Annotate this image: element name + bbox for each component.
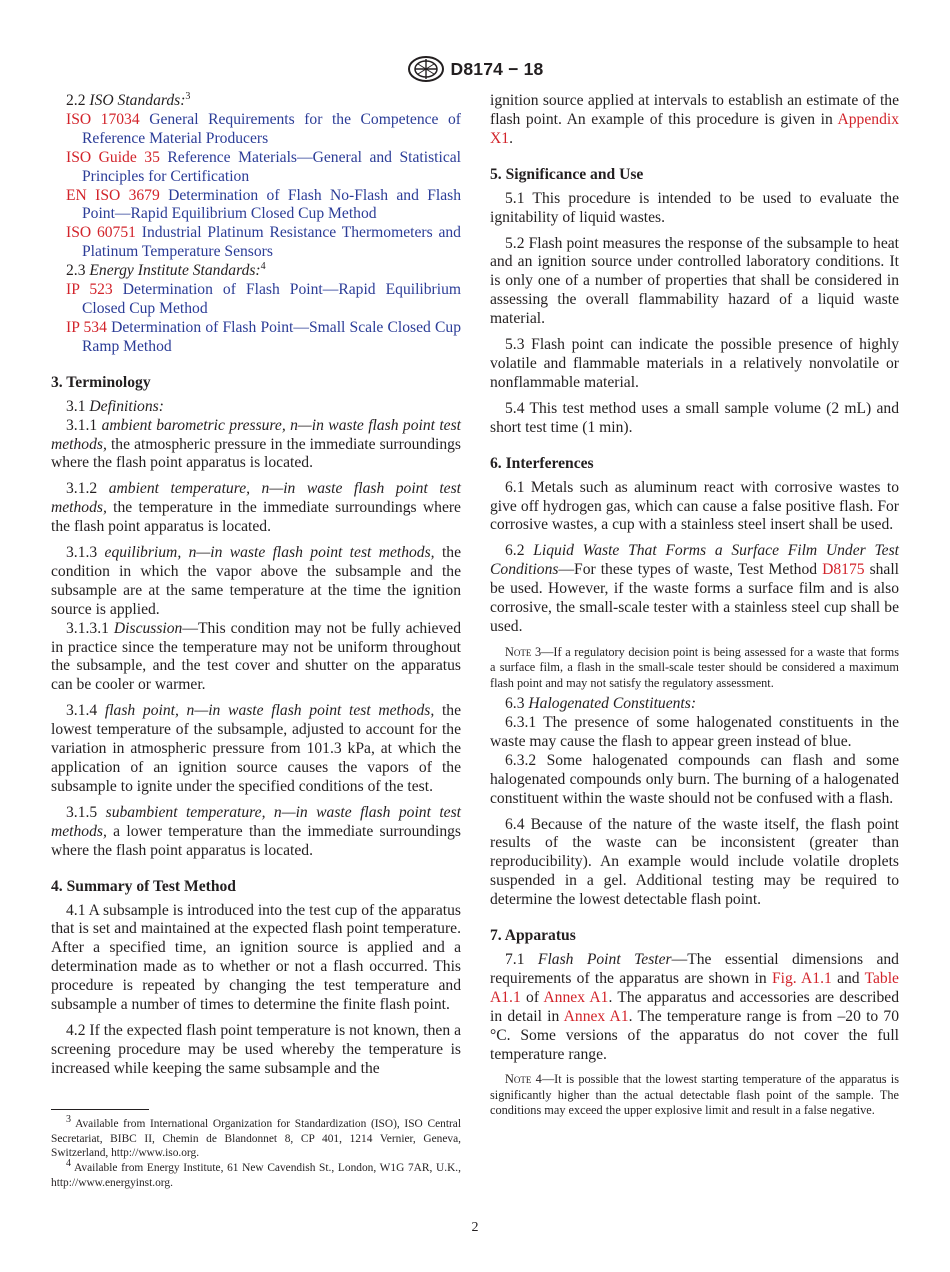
annex-a1-link[interactable]: Annex A1 <box>543 988 609 1006</box>
definition-3-1-5: 3.1.5 subambient temperature, n—in waste flash point test methods, a lower temperature than the immediate surroundings where the flash point apparatus is located. <box>51 803 461 859</box>
section-7-heading: 7. Apparatus <box>490 927 576 945</box>
paragraph-4-1: 4.1 A subsample is introduced into the test cup of the apparatus that is set and maintained at the expected flash point temperature. After a specified time, an ignition source is applied and a determination made as to whether or not a flash occurred. This procedure is repeated by changing the test temperature and subsample a number of times to determine the finite flash point. <box>51 901 461 1014</box>
section-3-1: 3.1 Definitions: <box>66 397 164 415</box>
footnote-4: $^4$ Available from Energy Institute, 61 New Cavendish St., London, W1G 7AR, U.K., http://www.energyinst.org. <box>51 1158 461 1189</box>
section-3-heading: 3. Terminology <box>51 373 151 391</box>
table-a1-1-link[interactable]: Table A1.1 <box>490 969 899 1006</box>
section-2-2-heading: 2.2 ISO Standards:$^3$ <box>66 90 191 109</box>
page-header <box>0 56 950 82</box>
right-column <box>490 92 899 1119</box>
footnote-3: $^3$ Available from International Organization for Standardization (ISO), ISO Central Secretariat, BIBC II, Chemin de Blandonnet 8, CP 401, 1214 Vernier, Geneva, Switzerland, http://www.iso.org. <box>51 1114 461 1160</box>
footnote-divider <box>51 1109 149 1110</box>
paragraph-6-3-1: 6.3.1 The presence of some halogenated constituents in the waste may cause the flash to appear green instead of blue. <box>490 713 899 750</box>
astm-logo-icon <box>407 56 445 82</box>
definition-3-1-4: 3.1.4 flash point, n—in waste flash point test methods, the lowest temperature of the subsample, adjusted to account for the variation in atmospheric pressure from 101.3 kPa, at which the application of an ignition source causes the vapors of the subsample to ignite under the specified conditions of the test. <box>51 702 462 795</box>
section-5-heading: 5. Significance and Use <box>490 165 644 183</box>
annex-a1-link-2[interactable]: Annex A1 <box>563 1007 629 1025</box>
page-number: 2 <box>471 1220 479 1235</box>
paragraph-5-3: 5.3 Flash point can indicate the possible presence of highly volatile and flammable materials in a relatively nonvolatile or nonflammable material. <box>490 336 899 391</box>
reference-en-iso-3679[interactable]: EN ISO 3679 Determination of Flash No-Flash and Flash Point—Rapid Equilibrium Closed Cup Method <box>66 186 461 223</box>
definition-3-1-2: 3.1.2 ambient temperature, n—in waste flash point test methods, the temperature in the immediate surroundings where the flash point apparatus is located. <box>51 480 461 536</box>
d8175-link[interactable]: D8175 <box>822 561 865 579</box>
section-4-heading: 4. Summary of Test Method <box>51 877 236 895</box>
section-6-heading: 6. Interferences <box>490 454 594 472</box>
paragraph-4-2-continued: ignition source applied at intervals to establish an estimate of the flash point. An example of this procedure is given in Appendix X1. <box>490 92 899 147</box>
left-column <box>51 92 461 1079</box>
paragraph-7-1: 7.1 Flash Point Tester—The essential dimensions and requirements of the apparatus are shown in Fig. A1.1 and Table A1.1 of Annex A1. The apparatus and accessories are described in detail in Annex A1. The temperature range is from –20 to 70 °C. Some versions of the apparatus do not cover the full temperature range. <box>490 951 899 1063</box>
paragraph-5-4: 5.4 This test method uses a small sample volume (2 mL) and short test time (1 min). <box>490 399 899 436</box>
paragraph-6-1: 6.1 Metals such as aluminum react with corrosive wastes to give off hydrogen gas, which can cause a false positive flash. For corrosive wastes, a cup with a stainless steel insert shall be used. <box>490 478 899 534</box>
paragraph-6-3-2: 6.3.2 Some halogenated compounds can flash and some halogenated compounds only burn. The burning of a halogenated constituent within the waste should not be confused with a flash. <box>490 751 899 807</box>
paragraph-4-2: 4.2 If the expected flash point temperature is not known, then a screening procedure may be used whereby the temperature is increased while keeping the same subsample and the <box>51 1021 461 1077</box>
paragraph-6-2: 6.2 Liquid Waste That Forms a Surface Film Under Test Conditions—For these types of waste, Test Method D8175 shall be used. However, if the waste forms a surface film and is also corrosive, the small-scale tester with a stainless steel cup shall be used. <box>490 542 900 635</box>
paragraph-5-2: 5.2 Flash point measures the response of the subsample to heat and an ignition source under controlled laboratory conditions. It is only one of a number of properties that shall be considered in assessing the overall flammability hazard of a liquid waste material. <box>490 234 899 328</box>
paragraph-6-4: 6.4 Because of the nature of the waste itself, the flash point results of the waste can be inconsistent (greater than reproducibility). An example would include volatile droplets suspended in a gel. Additional testing may be required to determine the lowest detectable flash point. <box>490 815 899 909</box>
definition-3-1-1: 3.1.1 ambient barometric pressure, n—in waste flash point test methods, the atmospheric pressure in the immediate surroundings where the flash point apparatus is located. <box>51 416 461 472</box>
reference-iso-17034[interactable]: ISO 17034 General Requirements for the Competence of Reference Material Producers <box>66 110 461 147</box>
reference-ip-523[interactable]: IP 523 Determination of Flash Point—Rapid Equilibrium Closed Cup Method <box>66 281 461 317</box>
note-4: Note 4—It is possible that the lowest starting temperature of the apparatus is significantly higher than the actual detectable flash point of the sample. The conditions may exceed the upper explosive limit and result in a false negative. <box>490 1072 899 1118</box>
paragraph-5-1: 5.1 This procedure is intended to be used to evaluate the ignitability of liquid wastes. <box>490 189 899 226</box>
fig-a1-1-link[interactable]: Fig. A1.1 <box>771 969 832 987</box>
standard-designation: D8174 − 18 <box>450 58 544 79</box>
section-6-3: 6.3 Halogenated Constituents: <box>505 695 697 713</box>
discussion-3-1-3-1: 3.1.3.1 Discussion—This condition may not be fully achieved in practice since the temperature may not be uniform throughout the subsample, and the test cover and shutter on the apparatus can be cooler or warmer. <box>51 619 461 694</box>
reference-ip-534[interactable]: IP 534 Determination of Flash Point—Small Scale Closed Cup Ramp Method <box>66 318 462 355</box>
footnotes <box>51 1114 461 1191</box>
definition-3-1-3: 3.1.3 equilibrium, n—in waste flash point test methods, the condition in which the vapor above the subsample and the subsample are at the same temperature at the time the ignition source is applied. <box>51 544 461 618</box>
reference-iso-guide-35[interactable]: ISO Guide 35 Reference Materials—General and Statistical Principles for Certification <box>66 148 461 185</box>
section-2-3-heading: 2.3 Energy Institute Standards:$^4$ <box>66 260 266 280</box>
appendix-x1-link[interactable]: Appendix X1 <box>490 110 899 147</box>
reference-iso-60751[interactable]: ISO 60751 Industrial Platinum Resistance Thermometers and Platinum Temperature Sensors <box>66 224 461 261</box>
note-3: Note 3—If a regulatory decision point is being assessed for a waste that forms a surface film, a flash in the small-scale tester should be considered a maximum flash point and may not satisfy the regulatory assessment. <box>490 644 900 690</box>
